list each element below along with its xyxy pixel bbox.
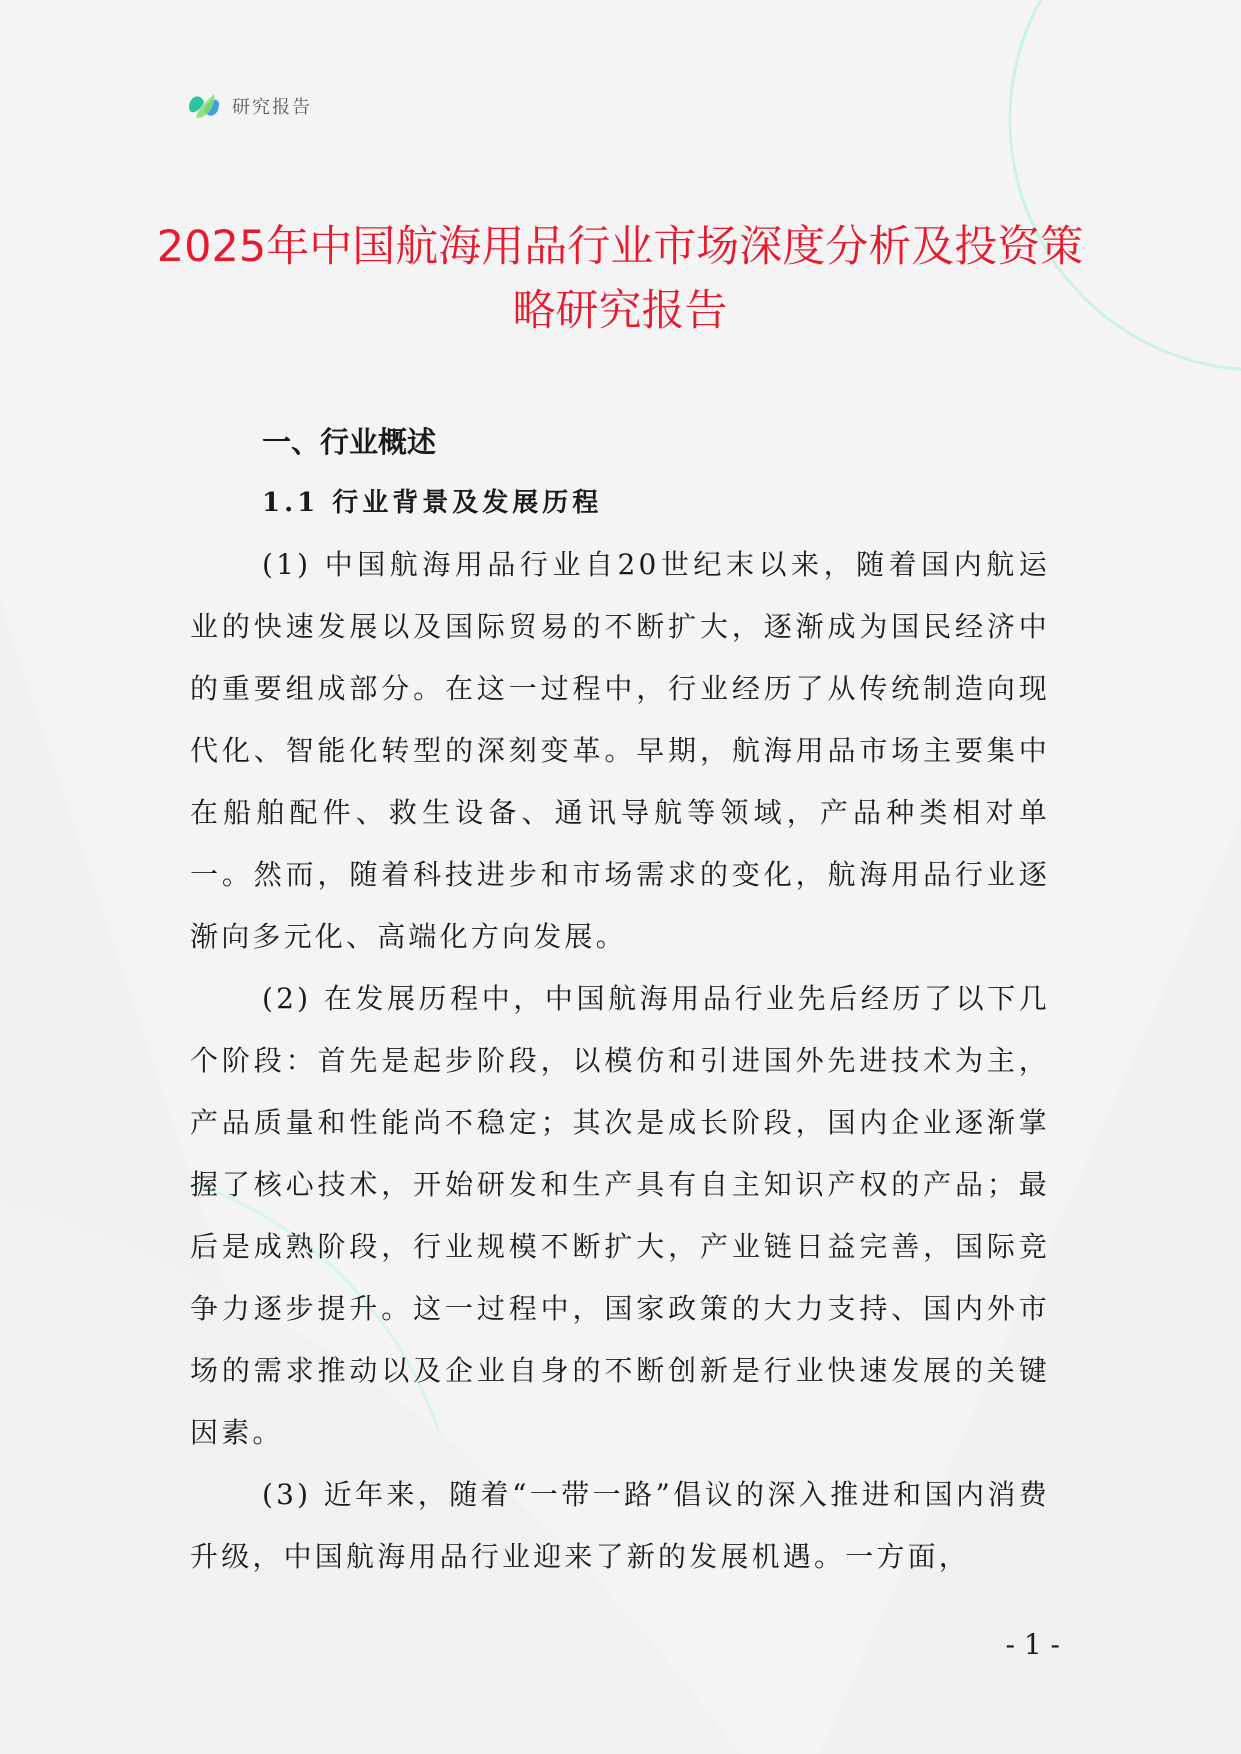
leaf-logo-icon bbox=[186, 88, 222, 124]
page-number: - 1 - bbox=[1005, 1628, 1060, 1661]
paragraph-3: (3) 近年来，随着“一带一路”倡议的深入推进和国内消费升级，中国航海用品行业迎来了新的发展机遇。一方面， bbox=[190, 1478, 1050, 1573]
header-label: 研究报告 bbox=[232, 97, 312, 118]
paragraph-1: (1) 中国航海用品行业自20世纪末以来，随着国内航运业的快速发展以及国际贸易的不断扩大，逐渐成为国民经济中的重要组成部分。在这一过程中，行业经历了从传统制造向现代化、智能化转型的深刻变革。早期，航海用品市场主要集中在船舶配件、救生设备、通讯导航等领域，产品种类相对单一。然而，随着科技进步和市场需求的变化，航海用品行业逐渐向多元化、高端化方向发展。 bbox=[190, 548, 1050, 953]
report-title: 2025年中国航海用品行业市场深度分析及投资策略研究报告 bbox=[156, 222, 1084, 336]
subsection-heading: 1.1 行业背景及发展历程 bbox=[262, 488, 603, 518]
report-body bbox=[190, 412, 1050, 1588]
section-heading: 一、行业概述 bbox=[262, 425, 437, 459]
report-header bbox=[186, 88, 312, 124]
paragraph-2: (2) 在发展历程中，中国航海用品行业先后经历了以下几个阶段：首先是起步阶段，以模仿和引进国外先进技术为主，产品质量和性能尚不稳定；其次是成长阶段，国内企业逐渐掌握了核心技术，开始研发和生产具有自主知识产权的产品；最后是成熟阶段，行业规模不断扩大，产业链日益完善，国际竞争力逐步提升。这一过程中，国家政策的大力支持、国内外市场的需求推动以及企业自身的不断创新是行业快速发展的关键因素。 bbox=[190, 982, 1050, 1449]
